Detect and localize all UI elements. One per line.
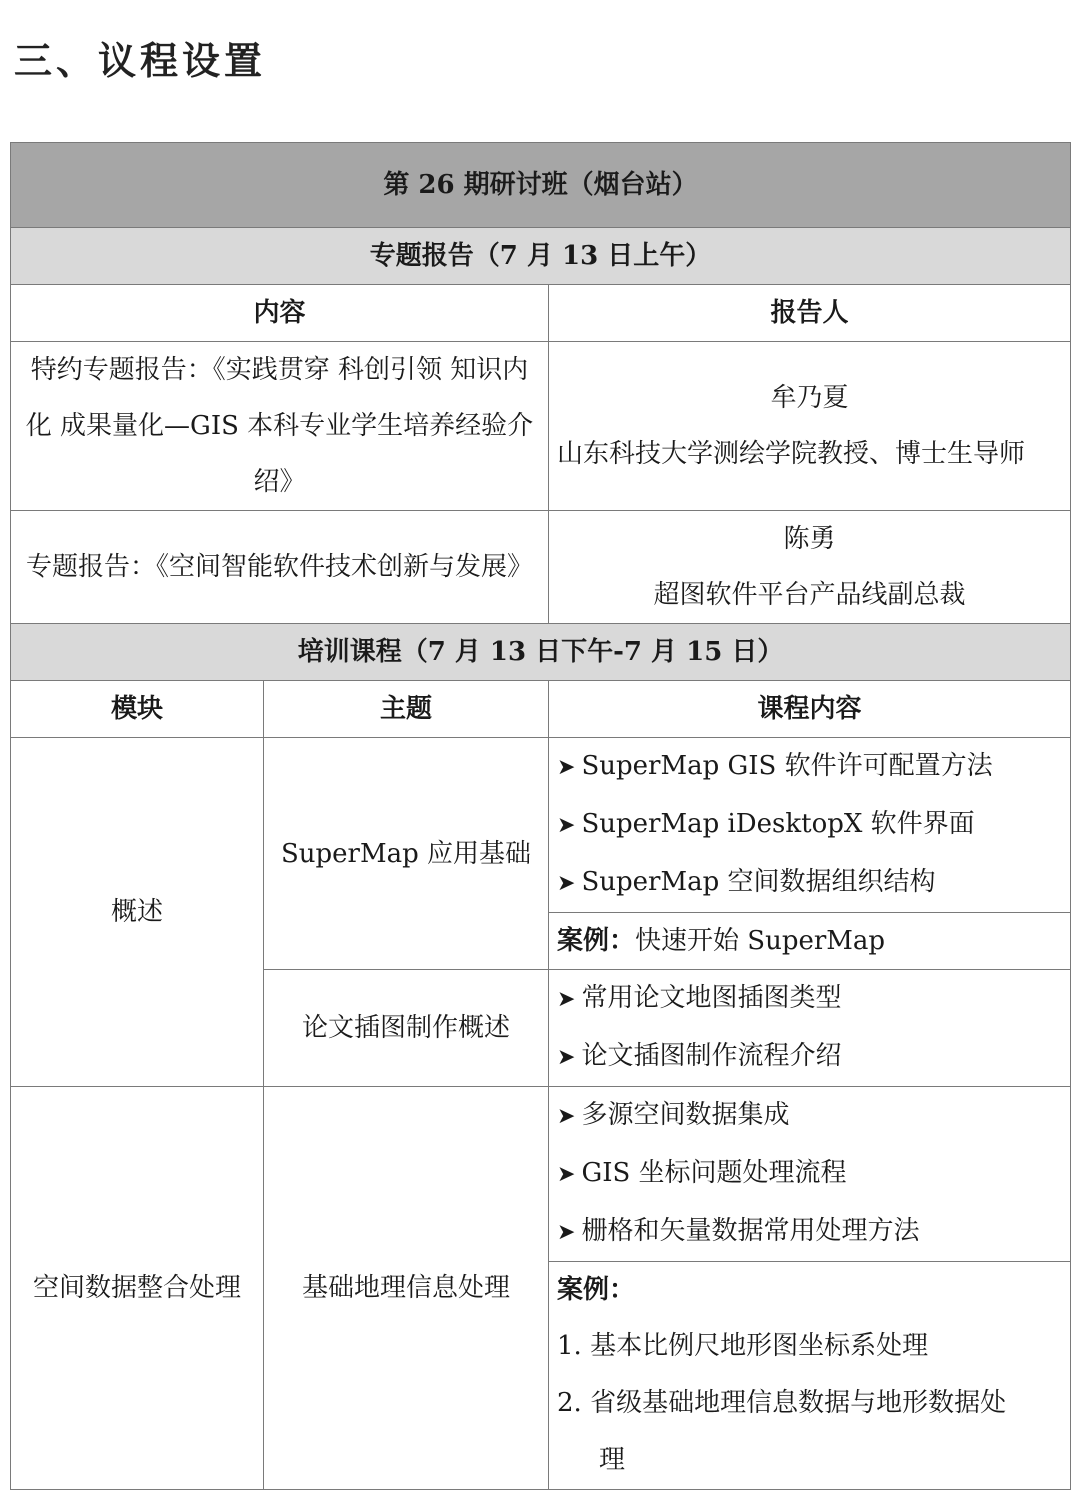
- case-label: 案例：: [557, 1275, 636, 1305]
- report-content: 专题报告：《空间智能软件技术创新与发展》: [11, 511, 549, 624]
- case-item-continuation: 理: [599, 1445, 626, 1475]
- speaker-name: 牟乃夏: [770, 383, 849, 413]
- agenda-table: [10, 142, 1071, 1490]
- topic-case: [549, 1262, 1071, 1490]
- speaker-title: 山东科技大学测绘学院教授、博士生导师: [557, 439, 1026, 469]
- header-topic: 主题: [264, 681, 549, 738]
- report-speaker-cell: [549, 511, 1071, 624]
- arrow-right-icon: ➤: [557, 1045, 576, 1070]
- arrow-right-icon: ➤: [557, 813, 576, 838]
- arrow-right-icon: ➤: [557, 871, 576, 896]
- case-text: 快速开始 SuperMap: [635, 926, 886, 956]
- speaker-title: 超图软件平台产品线副总裁: [653, 580, 966, 610]
- topic-bullets: [549, 970, 1071, 1087]
- table-title-row: [11, 143, 1071, 228]
- course-band: 培训课程（7 月 13 日下午-7 月 15 日）: [11, 624, 1071, 681]
- report-band-row: [11, 228, 1071, 285]
- bullet-item: ➤ SuperMap 空间数据组织结构: [557, 867, 936, 897]
- course-band-row: [11, 624, 1071, 681]
- arrow-right-icon: ➤: [557, 1162, 576, 1187]
- arrow-right-icon: ➤: [557, 987, 576, 1012]
- speaker-name: 陈勇: [783, 524, 836, 554]
- header-speaker: 报告人: [549, 285, 1071, 342]
- report-row: [11, 342, 1071, 511]
- bullet-item: ➤ GIS 坐标问题处理流程: [557, 1158, 847, 1188]
- report-row: [11, 511, 1071, 624]
- case-item: 2. 省级基础地理信息数据与地形数据处: [557, 1388, 1007, 1418]
- case-item: 1. 基本比例尺地形图坐标系处理: [557, 1331, 929, 1361]
- course-header-row: [11, 681, 1071, 738]
- bullet-item: ➤ SuperMap GIS 软件许可配置方法: [557, 751, 993, 781]
- section-heading: 三、议程设置: [14, 39, 267, 83]
- report-band: 专题报告（7 月 13 日上午）: [11, 228, 1071, 285]
- course-row: [11, 738, 1071, 913]
- report-speaker-cell: [549, 342, 1071, 511]
- course-row: [11, 1087, 1071, 1262]
- topic-bullets: [549, 738, 1071, 913]
- topic-name: 基础地理信息处理: [264, 1087, 549, 1490]
- header-course-content: 课程内容: [549, 681, 1071, 738]
- module-name: 概述: [11, 738, 264, 1087]
- bullet-item: ➤ 常用论文地图插图类型: [557, 983, 842, 1013]
- arrow-right-icon: ➤: [557, 1104, 576, 1129]
- table-title: 第 26 期研讨班（烟台站）: [11, 143, 1071, 228]
- header-module: 模块: [11, 681, 264, 738]
- case-label: 案例：: [557, 926, 636, 956]
- bullet-item: ➤ 栅格和矢量数据常用处理方法: [557, 1216, 920, 1246]
- topic-name: SuperMap 应用基础: [264, 738, 549, 970]
- topic-name: 论文插图制作概述: [264, 970, 549, 1087]
- bullet-item: ➤ SuperMap iDesktopX 软件界面: [557, 809, 975, 839]
- arrow-right-icon: ➤: [557, 1220, 576, 1245]
- arrow-right-icon: ➤: [557, 755, 576, 780]
- bullet-item: ➤ 多源空间数据集成: [557, 1100, 790, 1130]
- topic-bullets: [549, 1087, 1071, 1262]
- report-content: 特约专题报告：《实践贯穿 科创引领 知识内化 成果量化—GIS 本科专业学生培养经验介绍》: [11, 342, 549, 511]
- report-header-row: [11, 285, 1071, 342]
- topic-case: [549, 913, 1071, 970]
- header-content: 内容: [11, 285, 549, 342]
- module-name: 空间数据整合处理: [11, 1087, 264, 1490]
- bullet-item: ➤ 论文插图制作流程介绍: [557, 1041, 842, 1071]
